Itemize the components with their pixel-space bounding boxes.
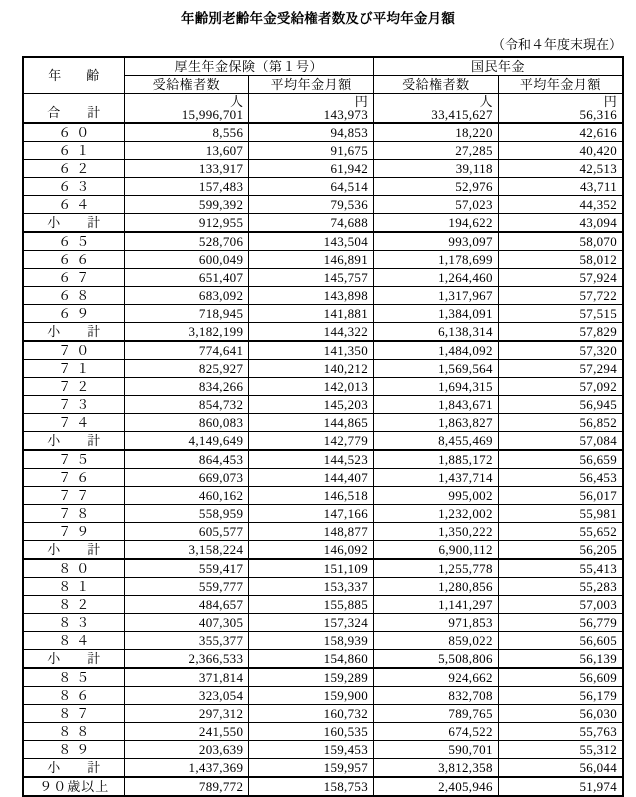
cell-age: 小 計 — [23, 759, 124, 778]
cell-value: 18,220 — [374, 123, 499, 142]
cell-number: 33,415,627 — [431, 107, 493, 122]
cell-value: 371,814 — [124, 668, 249, 687]
cell-value: 55,413 — [498, 559, 623, 578]
cell-number: 56,316 — [579, 107, 618, 122]
cell-value: 2,405,946 — [374, 777, 499, 796]
cell-value: 57,003 — [498, 596, 623, 614]
table-row — [23, 723, 623, 741]
cell-age: ７９ — [23, 523, 124, 541]
cell-value: 355,377 — [124, 632, 249, 650]
cell-value: 141,881 — [249, 305, 374, 323]
column-header-kokumin-recipients: 受給権者数 — [374, 76, 499, 94]
table-row — [23, 741, 623, 759]
cell-value: 148,877 — [249, 523, 374, 541]
cell-value: 669,073 — [124, 469, 249, 487]
cell-age: ８１ — [23, 578, 124, 596]
cell-value: 203,639 — [124, 741, 249, 759]
cell-age: ６４ — [23, 196, 124, 214]
cell-value: 912,955 — [124, 214, 249, 233]
cell-value: 157,483 — [124, 178, 249, 196]
cell-age: ８７ — [23, 705, 124, 723]
cell-value: 864,453 — [124, 450, 249, 469]
cell-value: 1,437,714 — [374, 469, 499, 487]
cell-value: 559,777 — [124, 578, 249, 596]
cell-value: 241,550 — [124, 723, 249, 741]
cell-value: 605,577 — [124, 523, 249, 541]
cell-age: ６７ — [23, 269, 124, 287]
cell-value: 55,283 — [498, 578, 623, 596]
cell-value: 56,205 — [498, 541, 623, 560]
table-row — [23, 632, 623, 650]
cell-age: 小 計 — [23, 323, 124, 342]
cell-value: 158,939 — [249, 632, 374, 650]
table-row — [23, 305, 623, 323]
cell-value: 1,141,297 — [374, 596, 499, 614]
cell-value: 8,556 — [124, 123, 249, 142]
cell-value: 57,722 — [498, 287, 623, 305]
cell-value: 2,366,533 — [124, 650, 249, 669]
cell-value: 58,070 — [498, 232, 623, 251]
table-row — [23, 559, 623, 578]
cell-value: 674,522 — [374, 723, 499, 741]
table-row — [23, 578, 623, 596]
cell-value: 142,013 — [249, 378, 374, 396]
table-row — [23, 142, 623, 160]
cell-value: 859,022 — [374, 632, 499, 650]
cell-value: 40,420 — [498, 142, 623, 160]
cell-value: 1,264,460 — [374, 269, 499, 287]
column-header-kosei-average-monthly: 平均年金月額 — [249, 76, 374, 94]
cell-age: 小 計 — [23, 650, 124, 669]
table-row — [23, 614, 623, 632]
cell-value: 153,337 — [249, 578, 374, 596]
cell-value: 91,675 — [249, 142, 374, 160]
table-row — [23, 94, 623, 124]
as-of-date-note: （令和４年度末現在） — [491, 37, 622, 52]
cell-number: 15,996,701 — [181, 107, 244, 122]
cell-value: 789,772 — [124, 777, 249, 796]
table-row — [23, 269, 623, 287]
cell-value: 832,708 — [374, 687, 499, 705]
table-row — [23, 505, 623, 523]
page-title: 年齢別老齢年金受給権者数及び平均年金月額 — [181, 11, 455, 27]
cell-value: 4,149,649 — [124, 432, 249, 451]
cell-value: 57,320 — [498, 341, 623, 360]
table-row — [23, 214, 623, 233]
cell-value: 142,779 — [249, 432, 374, 451]
cell-value: 600,049 — [124, 251, 249, 269]
cell-age: ８８ — [23, 723, 124, 741]
cell-value: 5,508,806 — [374, 650, 499, 669]
cell-value: 825,927 — [124, 360, 249, 378]
cell-value: 683,092 — [124, 287, 249, 305]
cell-age: ７２ — [23, 378, 124, 396]
cell-age: 小 計 — [23, 214, 124, 233]
cell-age: ６０ — [23, 123, 124, 142]
cell-value: 56,453 — [498, 469, 623, 487]
cell-value: 159,957 — [249, 759, 374, 778]
cell-age: ７８ — [23, 505, 124, 523]
cell-value: 57,515 — [498, 305, 623, 323]
cell-value: 56,659 — [498, 450, 623, 469]
cell-value: 157,324 — [249, 614, 374, 632]
unit-label: 人 — [229, 94, 244, 109]
table-row — [23, 378, 623, 396]
cell-value: 484,657 — [124, 596, 249, 614]
cell-value: 143,504 — [249, 232, 374, 251]
table-row — [23, 705, 623, 723]
cell-value — [124, 94, 249, 124]
cell-value: 56,179 — [498, 687, 623, 705]
cell-value: 297,312 — [124, 705, 249, 723]
cell-value: 1,843,671 — [374, 396, 499, 414]
table-row — [23, 596, 623, 614]
cell-value: 528,706 — [124, 232, 249, 251]
cell-value: 146,518 — [249, 487, 374, 505]
cell-value: 58,012 — [498, 251, 623, 269]
table-row — [23, 450, 623, 469]
cell-value: 6,900,112 — [374, 541, 499, 560]
cell-age: ６６ — [23, 251, 124, 269]
cell-value: 55,652 — [498, 523, 623, 541]
unit-label: 円 — [603, 94, 618, 109]
cell-value: 145,203 — [249, 396, 374, 414]
cell-value: 39,118 — [374, 160, 499, 178]
cell-value: 79,536 — [249, 196, 374, 214]
cell-value: 774,641 — [124, 341, 249, 360]
table-row — [23, 687, 623, 705]
cell-value: 51,974 — [498, 777, 623, 796]
unit-label: 人 — [479, 94, 493, 109]
table-row — [23, 160, 623, 178]
cell-value — [374, 94, 499, 124]
cell-value: 971,853 — [374, 614, 499, 632]
cell-value: 55,763 — [498, 723, 623, 741]
cell-value: 323,054 — [124, 687, 249, 705]
cell-value: 854,732 — [124, 396, 249, 414]
cell-value: 924,662 — [374, 668, 499, 687]
cell-value: 61,942 — [249, 160, 374, 178]
cell-value: 1,569,564 — [374, 360, 499, 378]
cell-value: 133,917 — [124, 160, 249, 178]
cell-value: 1,437,369 — [124, 759, 249, 778]
cell-value: 1,863,827 — [374, 414, 499, 432]
cell-age: ８５ — [23, 668, 124, 687]
cell-value: 194,622 — [374, 214, 499, 233]
cell-age: ７７ — [23, 487, 124, 505]
cell-value: 56,044 — [498, 759, 623, 778]
cell-age: 合 計 — [23, 94, 124, 124]
cell-value: 1,317,967 — [374, 287, 499, 305]
cell-value: 144,523 — [249, 450, 374, 469]
table-row — [23, 196, 623, 214]
cell-age: ７０ — [23, 341, 124, 360]
cell-value: 460,162 — [124, 487, 249, 505]
cell-value: 56,779 — [498, 614, 623, 632]
table-row — [23, 323, 623, 342]
cell-value: 56,017 — [498, 487, 623, 505]
cell-age: ８４ — [23, 632, 124, 650]
table-row — [23, 414, 623, 432]
cell-value: 993,097 — [374, 232, 499, 251]
table-header — [23, 57, 623, 94]
cell-value: 718,945 — [124, 305, 249, 323]
cell-value: 1,232,002 — [374, 505, 499, 523]
cell-value: 1,178,699 — [374, 251, 499, 269]
cell-value: 144,322 — [249, 323, 374, 342]
cell-value: 55,312 — [498, 741, 623, 759]
cell-age: ９０歳以上 — [23, 777, 124, 796]
cell-age: ６２ — [23, 160, 124, 178]
cell-value: 57,829 — [498, 323, 623, 342]
cell-value: 160,535 — [249, 723, 374, 741]
cell-value: 407,305 — [124, 614, 249, 632]
cell-age: ７４ — [23, 414, 124, 432]
cell-age: 小 計 — [23, 541, 124, 560]
cell-value: 159,900 — [249, 687, 374, 705]
cell-value: 154,860 — [249, 650, 374, 669]
table-row — [23, 178, 623, 196]
table-row — [23, 251, 623, 269]
cell-value: 57,084 — [498, 432, 623, 451]
cell-age: ６９ — [23, 305, 124, 323]
cell-value: 146,891 — [249, 251, 374, 269]
table-row — [23, 777, 623, 796]
cell-value: 1,255,778 — [374, 559, 499, 578]
cell-value: 140,212 — [249, 360, 374, 378]
cell-value: 995,002 — [374, 487, 499, 505]
table-row — [23, 541, 623, 560]
cell-value: 141,350 — [249, 341, 374, 360]
table-row — [23, 432, 623, 451]
cell-value: 159,289 — [249, 668, 374, 687]
cell-value: 55,981 — [498, 505, 623, 523]
cell-age: ８２ — [23, 596, 124, 614]
table-row — [23, 396, 623, 414]
cell-value — [249, 94, 374, 124]
cell-age: ７５ — [23, 450, 124, 469]
column-header-age: 年 齢 — [23, 57, 124, 94]
cell-value: 57,092 — [498, 378, 623, 396]
column-group-header-kokumin-nenkin: 国民年金 — [374, 57, 624, 76]
cell-age: ７１ — [23, 360, 124, 378]
cell-value: 8,455,469 — [374, 432, 499, 451]
cell-value: 1,384,091 — [374, 305, 499, 323]
cell-value: 56,945 — [498, 396, 623, 414]
cell-number: 143,973 — [323, 107, 369, 122]
cell-value: 42,513 — [498, 160, 623, 178]
cell-value: 6,138,314 — [374, 323, 499, 342]
cell-value: 57,924 — [498, 269, 623, 287]
table-row — [23, 523, 623, 541]
cell-value: 56,030 — [498, 705, 623, 723]
cell-value: 144,865 — [249, 414, 374, 432]
table-row — [23, 287, 623, 305]
header-row-groups — [23, 57, 623, 76]
table-row — [23, 341, 623, 360]
cell-value: 52,976 — [374, 178, 499, 196]
cell-age: ７６ — [23, 469, 124, 487]
cell-value: 558,959 — [124, 505, 249, 523]
table-row — [23, 123, 623, 142]
cell-value: 160,732 — [249, 705, 374, 723]
cell-value: 3,158,224 — [124, 541, 249, 560]
cell-value: 590,701 — [374, 741, 499, 759]
cell-value: 56,139 — [498, 650, 623, 669]
cell-age: ６５ — [23, 232, 124, 251]
cell-value: 1,484,092 — [374, 341, 499, 360]
table-body — [23, 94, 623, 797]
cell-age: 小 計 — [23, 432, 124, 451]
column-header-kosei-recipients: 受給権者数 — [124, 76, 249, 94]
cell-value: 1,694,315 — [374, 378, 499, 396]
cell-value: 144,407 — [249, 469, 374, 487]
cell-age: ８９ — [23, 741, 124, 759]
cell-value: 3,182,199 — [124, 323, 249, 342]
cell-value: 151,109 — [249, 559, 374, 578]
cell-value: 159,453 — [249, 741, 374, 759]
cell-value: 13,607 — [124, 142, 249, 160]
cell-value: 44,352 — [498, 196, 623, 214]
cell-age: ７３ — [23, 396, 124, 414]
unit-label: 円 — [354, 94, 369, 109]
cell-value: 651,407 — [124, 269, 249, 287]
cell-value: 43,094 — [498, 214, 623, 233]
cell-value: 42,616 — [498, 123, 623, 142]
table-row — [23, 360, 623, 378]
cell-value: 43,711 — [498, 178, 623, 196]
cell-value: 64,514 — [249, 178, 374, 196]
cell-age: ８６ — [23, 687, 124, 705]
cell-value: 74,688 — [249, 214, 374, 233]
column-header-kokumin-average-monthly: 平均年金月額 — [498, 76, 623, 94]
cell-age: ６３ — [23, 178, 124, 196]
cell-value: 57,023 — [374, 196, 499, 214]
cell-age: ８３ — [23, 614, 124, 632]
table-row — [23, 759, 623, 778]
cell-value: 56,609 — [498, 668, 623, 687]
column-group-header-kosei-nenkin: 厚生年金保険（第１号） — [124, 57, 374, 76]
cell-value: 1,885,172 — [374, 450, 499, 469]
statistics-table-container — [22, 56, 622, 797]
cell-value: 94,853 — [249, 123, 374, 142]
table-row — [23, 232, 623, 251]
cell-age: ６８ — [23, 287, 124, 305]
cell-value: 599,392 — [124, 196, 249, 214]
cell-value: 27,285 — [374, 142, 499, 160]
cell-value: 56,605 — [498, 632, 623, 650]
cell-value: 3,812,358 — [374, 759, 499, 778]
cell-value: 789,765 — [374, 705, 499, 723]
cell-value: 57,294 — [498, 360, 623, 378]
cell-value: 147,166 — [249, 505, 374, 523]
cell-value: 860,083 — [124, 414, 249, 432]
cell-age: ８０ — [23, 559, 124, 578]
cell-value: 145,757 — [249, 269, 374, 287]
cell-value: 1,280,856 — [374, 578, 499, 596]
cell-value — [498, 94, 623, 124]
cell-age: ６１ — [23, 142, 124, 160]
cell-value: 834,266 — [124, 378, 249, 396]
cell-value: 143,898 — [249, 287, 374, 305]
cell-value: 155,885 — [249, 596, 374, 614]
table-row — [23, 469, 623, 487]
cell-value: 146,092 — [249, 541, 374, 560]
table-row — [23, 650, 623, 669]
cell-value: 559,417 — [124, 559, 249, 578]
cell-value: 56,852 — [498, 414, 623, 432]
cell-value: 1,350,222 — [374, 523, 499, 541]
pension-statistics-table — [22, 56, 624, 797]
table-row — [23, 487, 623, 505]
table-row — [23, 668, 623, 687]
cell-value: 158,753 — [249, 777, 374, 796]
